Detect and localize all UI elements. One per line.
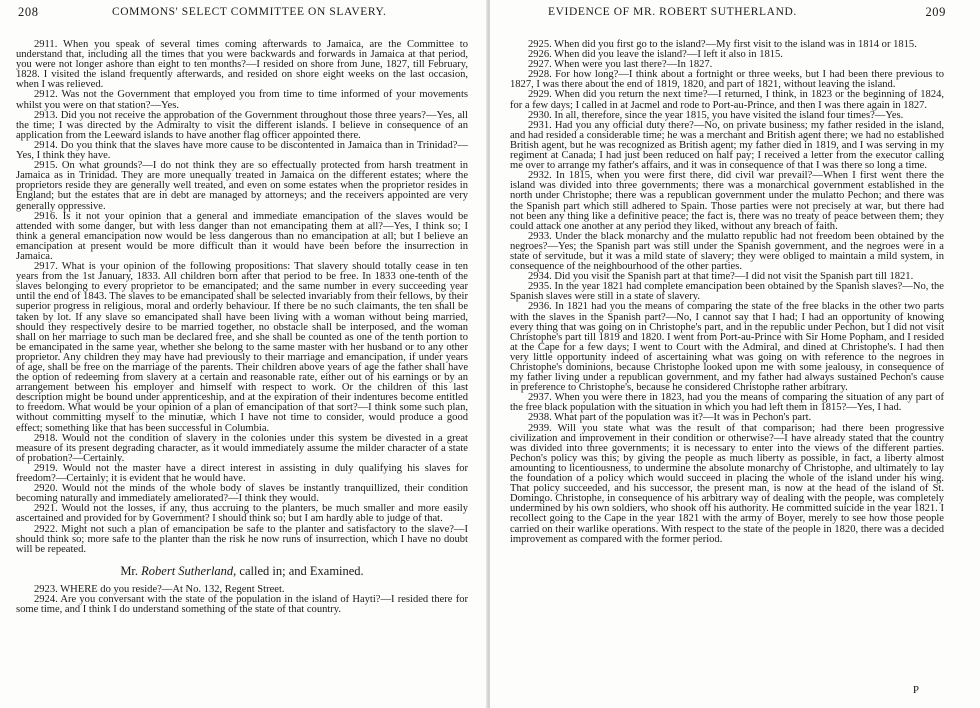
left-page-text (16, 40, 468, 615)
left-page-header (0, 5, 488, 27)
left-page (0, 0, 488, 708)
witness-suffix: , called in; and Examined. (233, 563, 364, 578)
right-page-text (510, 40, 944, 545)
question-paragraph: 2916. Is it not your opinion that a general and immediate emancipation of the slaves would be attended with some danger, but with less danger than not emancipating them at all?—Yes, I think so; I think a general emancipation now would be less dangerous than no emancipation at all; but I believe an emancipation at present would be more difficult than it would have been before the insurrection in Jamaica. (16, 210, 468, 262)
question-paragraph: 2915. On what grounds?—I do not think they are so effectually protected from harsh treatment in Jamaica as in Trinidad. They are more unequally treated in Jamaica on the different estates; where the proprietors reside they are generally well treated, and even on some estates when the proprietor resides in England; but the estates that are in debt are managed by attorneys; and the receivers appointed are very generally oppressive. (16, 160, 468, 212)
question-paragraph: 2938. What part of the population was it?—It was in Pechon's part. (528, 412, 812, 424)
question-paragraph: 2937. When you were there in 1823, had you the means of comparing the situation of any part of the free black population with the situation in which you had left them in 1815?—Yes, I had. (510, 392, 944, 414)
question-paragraph: 2921. Would not the losses, if any, thus accruing to the planters, be much smaller and more easily ascertained and provided for by Government? I should think so; but I am hardly able to judge of that. (16, 503, 468, 525)
question-paragraph: 2936. In 1821 had you the means of comparing the state of the free blacks in the other two parts with the slaves in the Spanish part?—No, I cannot say that I had; I had an opportunity of knowing every thing that was going on in Christophe's part, and in the republic under Pechon, but I did not visit Christophe's part till 1819 and 1820. I went from Port-au-Prince with Sir Home Popham, and I resided at the Cape for a few days; I went to Court with the Admiral, and dined at Christophe's. I had then very little opportunity indeed of ascertaining what was going on with reference to the negroes in Christophe's dominions, because Christophe looked upon me with some jealousy, in consequence of my father living under a republican government, and my father had always sustained Pechon's cause in preference to Christophe's, because he considered Christophe rather arbitrary. (510, 301, 944, 394)
question-paragraph: 2926. When did you leave the island?—I left it also in 1815. (528, 49, 783, 61)
question-paragraph: 2929. When did you return the next time?—I returned, I think, in 1823 or the beginning of 1824, for a few days; I called in at Jacmel and rode to Port-au-Prince, and then I was there again in 1827. (510, 89, 944, 111)
question-paragraph: 2925. When did you first go to the island?—My first visit to the island was in 1814 or 1815. (528, 39, 917, 50)
page-number: 208 (18, 5, 39, 19)
right-page-header (490, 5, 980, 27)
question-paragraph: 2924. Are you conversant with the state of the population in the island of Hayti?—I resided there for some time, and I think I do understand something of the state of that country. (16, 593, 468, 615)
question-paragraph: 2919. Would not the master have a direct interest in assisting in duly qualifying his slaves for freedom?—Certainly; it is evident that he would have. (16, 462, 468, 485)
running-title: EVIDENCE OF MR. ROBERT SUTHERLAND. (548, 6, 797, 18)
question-paragraph: 2927. When were you last there?—In 1827. (528, 59, 713, 71)
witness-heading (16, 564, 468, 578)
page-number: 209 (925, 5, 946, 19)
witness-name: Robert Sutherland (141, 563, 234, 578)
running-title: COMMONS' SELECT COMMITTEE ON SLAVERY. (112, 6, 387, 18)
question-paragraph: 2912. Was not the Government that employed you from time to time informed of your movements whilst you were on that station?—Yes. (16, 89, 468, 111)
question-paragraph: 2922. Might not such a plan of emancipation be safe to the planter and satisfactory to the slave?—I should think so; more safe to the planter than the risk he now runs of insurrection, which I have no doubt will be repeated. (16, 523, 468, 555)
question-paragraph: 2934. Did you visit the Spanish part at that time?—I did not visit the Spanish part till 1821. (528, 271, 914, 283)
signature-mark: P (912, 684, 920, 696)
question-paragraph: 2932. In 1815, when you were first there, did civil war prevail?—When I first went there the island was divided into three governments; there was a monarchical government established in the north under Christophe; there was a republican government under the mulatto Pechon; and there was the Spanish part which still adhered to Spain. Those parties were not precisely at war, but there had not been any thing like a definitive peace; the fact is, there was no treaty of peace between them; they could attack one another at any period they liked, without any breach of faith. (510, 170, 944, 232)
question-paragraph: 2920. Would not the minds of the whole body of slaves be instantly tranquillized, their condition becoming naturally and immediately ameliorated?—I think they would. (16, 483, 468, 505)
question-paragraph: 2939. Will you state what was the result of that comparison; had there been progressive civilization and improvement in their condition or otherwise?—I have already stated that the country was divided into three governments; it is necessary to enter into the views of the different parties. Pechon's policy was this; by giving the people as much liberty as possible, in fact, a liberty almost amounting to licentiousness, to undermine the absolute monarchy of Christophe, and ultimately to lay the foundation of a policy which would succeed in placing the whole of the island under his wing. That policy succeeded, and his successor, the present man, is now at the head of the island of St. Domingo. Christophe, in consequence of his arbitrary way of dealing with the people, was completely undermined by his own soldiers, who shook off his authority. He committed suicide in the year 1821. I recollect going to the Cape in the year 1821 with the army of Boyer, merely to see how those people carried on their warlike operations. With respect to the state of the people in 1820, there was a decided improvement as compared with the former period. (510, 422, 944, 545)
question-paragraph: 2918. Would not the condition of slavery in the colonies under this system be divested in a great measure of its present degrading character, as it would immediately assume the milder character of a state of probation?—Certainly. (16, 432, 468, 464)
question-paragraph: 2930. In all, therefore, since the year 1815, you have visited the island four times?—Yes. (528, 109, 904, 121)
question-paragraph: 2923. WHERE do you reside?—At No. 132, Regent Street. (34, 583, 285, 595)
right-page (490, 0, 980, 708)
question-paragraph: 2933. Under the black monarchy and the mulatto republic had not freedom been obtained by the negroes?—Yes; the Spanish part was still under the Spanish government, and the negroes were in a state of servitude, but it was a mild state of slavery; they were obliged to maintain a mild system, in consequence of the neighbourhood of the other parties. (510, 230, 944, 273)
question-paragraph: 2928. For how long?—I think about a fortnight or three weeks, but I had been there previous to 1827, I was there about the end of 1819, 1820, and part of 1821, without leaving the island. (510, 69, 944, 91)
question-paragraph: 2911. When you speak of several times coming afterwards to Jamaica, are the Committee to understand that, including all the times that you were backwards and forwards in Jamaica at that period, you were not longer ashore than eight to ten months?—I resided on shore from June, 1827, till February, 1828. I visited the island frequently afterwards, and resided on shore eight weeks on the last occasion, when I was relieved. (16, 39, 468, 91)
question-paragraph: 2931. Had you any official duty there?—No, on private business; my father resided in the island, and had resided a considerable time; he was a merchant and British agent there; we had no established British agent, but he was recognized as British agent; my father died in 1819, and I was serving in my regiment at Canada; I had just been reduced on half pay; I received a letter from the executor calling me over to arrange my father's affairs, and it was in consequence of that I was there so long a time. (510, 119, 944, 172)
question-paragraph: 2917. What is your opinion of the following propositions: That slavery should totally cease in ten years from the 1st January, 1833. All children born after that period to be free. In 1833 one-tenth of the slaves belonging to every proprietor to be emancipated; and the same number in every succeeding year until the end of 1843. The slaves to be emancipated shall be selected invariably from their fellows, by their superior progress in religious, moral and orderly behaviour. If there be no such claimants, the ten shall be taken by lot. If any slave so emancipated shall have been living with a woman without being married, should they respectively desire to be married together, no obstacle shall be interposed, and the woman shall on her marriage to such man be declared free, and she shall be counted as one of the tenth portion to be emancipated in the same year, whether she belong to the same master with her husband or to any other proprietor. Any children they may have had previously to their marriage and emancipation, if under years of age, shall be free on the marriage of the parents. Their children above years of age the father shall have the option of redeeming from slavery at a certain and reasonable rate, either out of his earnings or by an arrangement between his employer and himself with respect to work. Or the children of this last description might be bound under apprenticeship, and at the expiration of their indentures become entitled to freedom. What would be your opinion of a plan of emancipation of that sort?—I think some such plan, without committing myself to the minutiæ, which I have not time to consider, would produce a good effect; something like that has been successful in Columbia. (16, 261, 468, 434)
question-paragraph: 2935. In the year 1821 had complete emancipation been obtained by the Spanish slaves?—No, the Spanish slaves were still in a state of slavery. (510, 281, 944, 303)
witness-prefix: Mr. (120, 563, 142, 578)
question-paragraph: 2913. Did you not receive the approbation of the Government throughout those three years?—Yes, all the time; I was directed by the Admiralty to visit the different islands. I believe in consequence of an application from the Leeward islands to have another flag officer appointed there. (16, 109, 468, 141)
question-paragraph: 2914. Do you think that the slaves have more cause to be discontented in Jamaica than in Trinidad?—Yes, I think they have. (16, 139, 468, 162)
